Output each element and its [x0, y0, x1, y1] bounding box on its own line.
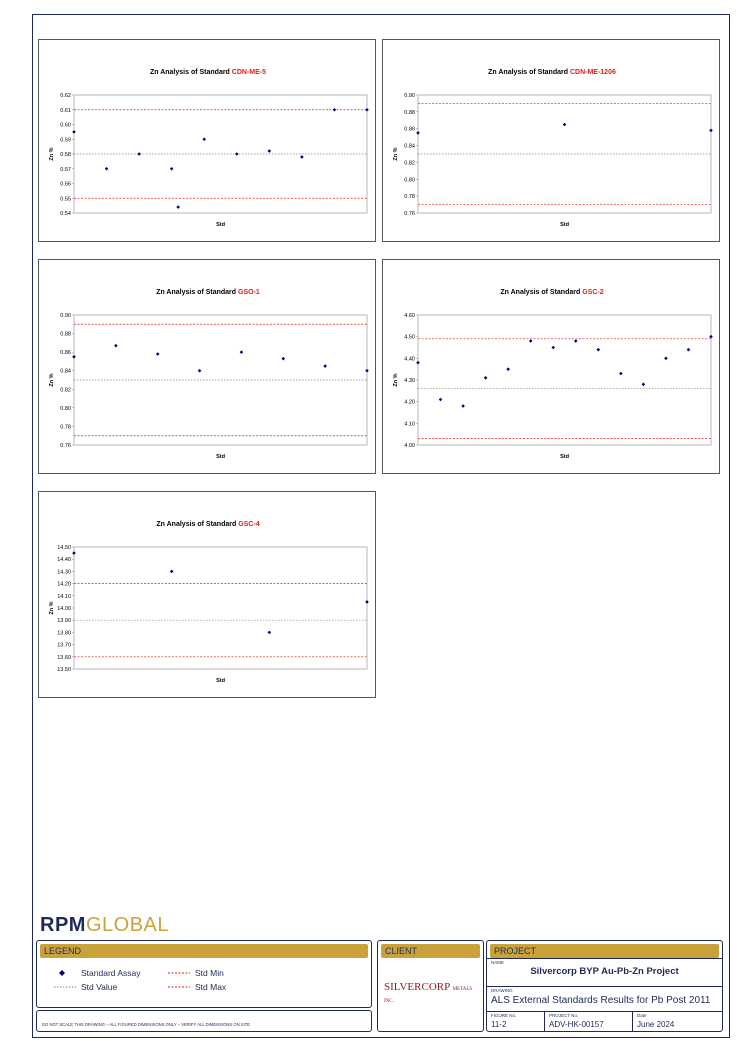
- legend-panel: [36, 940, 372, 1008]
- project-no-label: PROJECT No.: [549, 1013, 579, 1018]
- chart-title-prefix: Zn Analysis of Standard: [156, 521, 239, 528]
- std-value-symbol: [53, 983, 77, 991]
- drawing-note: DO NOT SCALE THIS DRAWING – ALL FIGURED DIMENSIONS ONLY – VERIFY ALL DIMENSIONS ON SITE: [42, 1022, 251, 1027]
- drawing-label: DRAWING: [491, 988, 513, 993]
- y-axis-label: Zn %: [49, 601, 55, 615]
- chart-svg-gsc-2: [383, 260, 721, 475]
- data-point: [202, 137, 206, 141]
- data-point: [281, 357, 285, 361]
- y-tick-label: 0.84: [60, 368, 71, 375]
- y-tick-label: 0.58: [60, 152, 71, 158]
- rpm-global-logo: [40, 914, 169, 937]
- std-max-symbol: [167, 983, 191, 991]
- chart-title: [156, 521, 259, 528]
- drawing-title: ALS External Standards Results for Pb Post 2011: [491, 995, 711, 1006]
- y-tick-label: 0.61: [60, 107, 71, 114]
- figure-label: FIGURE No.: [491, 1013, 517, 1018]
- chart-title-prefix: Zn Analysis of Standard: [149, 69, 232, 76]
- chart-title-standard: GSO-1: [238, 289, 260, 296]
- y-tick-label: 13.60: [57, 654, 71, 661]
- divider-1: [486, 958, 723, 959]
- y-tick-label: 4.50: [404, 334, 415, 341]
- data-point: [365, 108, 369, 112]
- data-point: [176, 205, 180, 209]
- y-tick-label: 4.60: [404, 313, 415, 319]
- date-label: Date: [637, 1013, 647, 1018]
- legend-std-min: Std Min: [195, 968, 224, 978]
- y-tick-label: 13.80: [57, 630, 71, 637]
- chart-title: [150, 69, 266, 76]
- data-point: [416, 131, 420, 135]
- plot-area: [418, 315, 711, 445]
- data-point: [642, 383, 646, 387]
- data-point: [105, 167, 109, 171]
- y-tick-label: 13.50: [57, 667, 71, 673]
- data-point: [506, 367, 510, 371]
- data-point: [597, 348, 601, 352]
- data-point: [709, 129, 713, 133]
- data-point: [235, 152, 239, 156]
- project-name: Silvercorp BYP Au-Pb-Zn Project: [530, 966, 679, 977]
- data-point: [484, 376, 488, 380]
- data-point: [365, 600, 369, 604]
- client-header: CLIENT: [381, 944, 480, 958]
- chart-title: [500, 289, 603, 296]
- data-point: [300, 155, 304, 159]
- legend-std-max: Std Max: [195, 982, 227, 992]
- y-tick-label: 0.88: [404, 109, 415, 116]
- y-tick-label: 0.80: [404, 177, 415, 184]
- chart-gso-1: [38, 259, 376, 474]
- chart-gsc-2: [382, 259, 720, 474]
- y-tick-label: 13.70: [57, 642, 71, 649]
- x-axis-label: Std: [216, 678, 225, 684]
- data-point: [416, 361, 420, 365]
- chart-gsc-4: [38, 491, 376, 698]
- data-point: [170, 570, 174, 574]
- data-point: [240, 350, 244, 354]
- legend-standard-assay: Standard Assay: [81, 968, 141, 978]
- data-point: [574, 339, 578, 343]
- chart-title-standard: GSC-4: [238, 521, 260, 528]
- legend-header: LEGEND: [40, 944, 368, 958]
- divider-v2: [632, 1011, 633, 1031]
- y-tick-label: 0.86: [60, 350, 71, 357]
- y-tick-label: 0.88: [60, 331, 71, 338]
- chart-title-standard: CDN-ME-1206: [569, 69, 616, 76]
- y-tick-label: 0.90: [404, 93, 415, 99]
- data-point: [137, 152, 141, 156]
- y-tick-label: 0.82: [60, 387, 71, 394]
- y-tick-label: 0.84: [404, 143, 415, 150]
- data-point: [72, 551, 76, 555]
- chart-title-prefix: Zn Analysis of Standard: [500, 289, 583, 296]
- data-point: [114, 344, 118, 348]
- data-point: [709, 335, 713, 339]
- project-header: PROJECT: [490, 944, 719, 958]
- brand-part1: RPM: [40, 914, 86, 936]
- figure-number: 11-2: [491, 1020, 507, 1029]
- y-tick-label: 0.60: [60, 122, 71, 129]
- y-tick-label: 14.20: [57, 581, 71, 588]
- chart-title-standard: CDN-ME-5: [231, 69, 267, 76]
- data-point: [268, 631, 272, 635]
- y-tick-label: 0.55: [60, 196, 71, 203]
- data-point: [664, 357, 668, 361]
- data-point: [619, 372, 623, 376]
- data-point: [439, 398, 443, 402]
- y-tick-label: 4.40: [404, 356, 415, 363]
- project-number: ADV-HK-00157: [549, 1020, 604, 1029]
- chart-title-prefix: Zn Analysis of Standard: [156, 289, 239, 296]
- x-axis-label: Std: [216, 222, 225, 228]
- data-point: [551, 346, 555, 350]
- y-tick-label: 4.10: [404, 421, 415, 428]
- brand-part2: GLOBAL: [85, 914, 169, 936]
- chart-cdn-me-5: [38, 39, 376, 242]
- chart-svg-gso-1: [39, 260, 377, 475]
- chart-title-prefix: Zn Analysis of Standard: [488, 69, 570, 76]
- y-tick-label: 0.59: [60, 137, 71, 144]
- y-tick-label: 0.56: [60, 181, 71, 188]
- chart-svg-cdn-me-5: [39, 40, 377, 243]
- chart-title: [156, 289, 260, 296]
- y-tick-label: 4.00: [404, 443, 415, 449]
- y-tick-label: 0.86: [404, 126, 415, 133]
- y-tick-label: 4.20: [404, 399, 415, 406]
- plot-area: [74, 547, 367, 669]
- y-tick-label: 0.78: [404, 194, 415, 201]
- y-axis-label: Zn %: [49, 147, 55, 161]
- x-axis-label: Std: [560, 222, 569, 228]
- chart-title-standard: GSC-2: [582, 289, 604, 296]
- y-tick-label: 0.76: [60, 443, 71, 449]
- y-tick-label: 14.40: [57, 557, 71, 564]
- data-point: [563, 123, 567, 127]
- y-tick-label: 4.30: [404, 378, 415, 384]
- data-point: [156, 352, 160, 356]
- y-tick-label: 0.90: [60, 313, 71, 319]
- y-tick-label: 0.54: [60, 211, 71, 217]
- divider-3: [486, 1011, 723, 1012]
- client-panel: [377, 940, 484, 1032]
- y-axis-label: Zn %: [393, 147, 399, 161]
- y-tick-label: 13.90: [57, 618, 71, 625]
- logo-sub: METALS INC.: [384, 987, 473, 1004]
- data-point: [687, 348, 691, 352]
- x-axis-label: Std: [216, 454, 225, 460]
- data-point: [268, 149, 272, 153]
- name-label: NAME: [491, 960, 505, 965]
- logo-main: SILVERCORP: [384, 981, 450, 993]
- chart-svg-gsc-4: [39, 492, 377, 699]
- data-point: [323, 364, 327, 368]
- standard-assay-symbol: [57, 968, 67, 978]
- data-point: [529, 339, 533, 343]
- data-point: [72, 130, 76, 134]
- y-axis-label: Zn %: [393, 373, 399, 387]
- y-tick-label: 0.78: [60, 424, 71, 431]
- y-tick-label: 14.10: [57, 593, 71, 600]
- chart-svg-cdn-me-1206: [383, 40, 721, 243]
- data-point: [461, 404, 465, 408]
- divider-v1: [544, 1011, 545, 1031]
- data-point: [365, 369, 369, 373]
- y-tick-label: 0.62: [60, 93, 71, 99]
- std-min-symbol: [167, 969, 191, 977]
- silvercorp-logo: [384, 981, 483, 1005]
- data-point: [333, 108, 337, 112]
- data-point: [170, 167, 174, 171]
- legend-std-value: Std Value: [81, 982, 118, 992]
- project-date: June 2024: [637, 1020, 675, 1029]
- y-tick-label: 14.50: [57, 545, 71, 551]
- data-point: [198, 369, 202, 373]
- x-axis-label: Std: [560, 454, 569, 460]
- chart-title: [488, 69, 616, 76]
- note-panel: [36, 1010, 372, 1032]
- y-tick-label: 0.82: [404, 160, 415, 167]
- y-tick-label: 0.76: [404, 211, 415, 217]
- y-tick-label: 14.30: [57, 569, 71, 576]
- y-tick-label: 0.80: [60, 405, 71, 412]
- y-tick-label: 0.57: [60, 166, 71, 173]
- y-axis-label: Zn %: [49, 373, 55, 387]
- data-point: [72, 355, 76, 359]
- chart-cdn-me-1206: [382, 39, 720, 242]
- divider-2: [486, 986, 723, 987]
- y-tick-label: 14.00: [57, 606, 71, 612]
